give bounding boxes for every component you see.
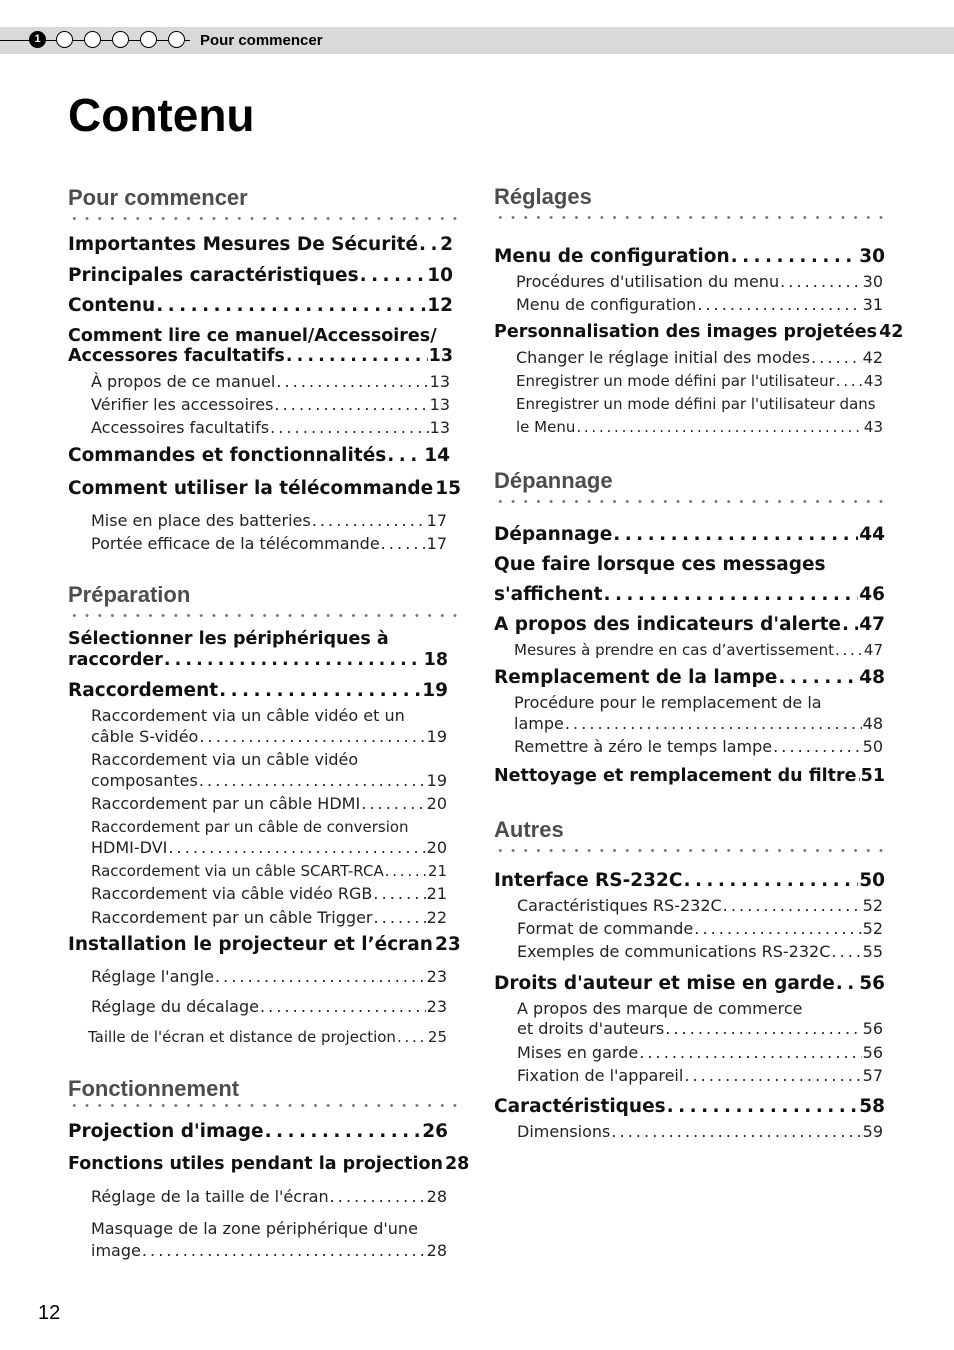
toc-subentry-line: Procédure pour le remplacement de la [514,693,822,712]
toc-subentry[interactable]: et droits d'auteurs . . . 56 [517,1019,883,1038]
section-heading: Fonctionnement [68,1076,240,1101]
chapter-number: 1 [34,33,41,45]
toc-entry[interactable]: Importantes Mesures De Sécurité . . . 2 [68,234,453,255]
section-heading: Préparation [68,582,191,607]
toc-entry[interactable]: Caractéristiques . . . 58 [494,1096,885,1117]
section-heading: Pour commencer [68,185,248,210]
toc-subentry[interactable]: Raccordement via câble vidéo RGB . . . 21 [91,884,447,903]
page-title: Contenu [68,89,255,141]
toc-entry[interactable]: A propos des indicateurs d'alerte . . . 47 [494,614,885,635]
dotted-divider [68,217,463,220]
toc-subentry[interactable]: Mesures à prendre en cas d’avertissement . . . 47 [514,641,883,659]
toc-entry[interactable]: Contenu . . . 12 [68,295,453,316]
toc-subentry[interactable]: le Menu . . . 43 [516,418,883,436]
dotted-divider [494,849,889,852]
toc-subentry[interactable]: Mises en garde . . . 56 [517,1043,883,1062]
toc-entry[interactable]: raccorder . . . 18 [68,650,448,670]
toc-subentry[interactable]: Raccordement via un câble SCART-RCA . . . 21 [91,862,447,880]
toc-subentry[interactable]: Enregistrer un mode défini par l'utilisateur . . . 43 [516,372,883,390]
chapter-indicator [56,31,73,48]
toc-entry[interactable]: Menu de configuration . . . 30 [494,246,885,267]
toc-subentry[interactable]: Portée efficace de la télécommande . . . 17 [91,534,447,553]
chapter-indicator-active [29,31,46,48]
toc-subentry[interactable]: Raccordement par un câble HDMI . . . 20 [91,794,447,813]
toc-subentry-line: A propos des marque de commerce [517,999,803,1018]
toc-subentry[interactable]: Menu de configuration . . . 31 [516,295,883,314]
dotted-divider [494,216,889,219]
toc-entry[interactable]: Fonctions utiles pendant la projection 28 [68,1154,470,1174]
toc-entry[interactable]: Raccordement . . . 19 [68,680,448,701]
toc-entry[interactable]: Accessores facultatifs . . . 13 [68,346,453,366]
toc-entry[interactable]: Comment utiliser la télécommande 15 [68,478,461,499]
header-bar [0,27,954,54]
toc-entry[interactable]: Principales caractéristiques . . . 10 [68,265,453,286]
section-heading: Autres [494,817,564,842]
toc-entry[interactable]: Dépannage . . . 44 [494,524,885,545]
toc-subentry-line: Raccordement via un câble vidéo [91,750,359,769]
toc-subentry[interactable]: Réglage l'angle . . . 23 [91,967,447,986]
chapter-indicator [84,31,101,48]
section-pour-commencer [68,185,463,220]
header-section-label: Pour commencer [200,32,323,49]
toc-subentry-line: Raccordement par un câble de conversion [91,818,409,836]
toc-entry[interactable]: Projection d'image . . . 26 [68,1121,448,1142]
toc-subentry[interactable]: Caractéristiques RS-232C . . . 52 [517,896,883,915]
section-fonctionnement [68,1076,463,1107]
toc-subentry[interactable]: À propos de ce manuel . . . 13 [91,372,450,391]
toc-subentry[interactable]: Procédures d'utilisation du menu . . . 30 [516,272,883,291]
section-reglages [494,184,889,219]
toc-subentry[interactable]: Réglage du décalage . . . 23 [91,997,447,1016]
dotted-divider [494,500,889,503]
dotted-divider [68,614,463,617]
toc-entry[interactable]: s'affichent . . . 46 [494,584,885,605]
toc-entry[interactable]: Remplacement de la lampe . . . 48 [494,667,885,688]
section-preparation [68,582,463,617]
toc-entry-line: Sélectionner les périphériques à [68,629,389,649]
toc-entry-line: Comment lire ce manuel/Accessoires/ [68,326,437,346]
toc-entry[interactable]: Installation le projecteur et l’écran 23 [68,934,461,955]
toc-entry[interactable]: Droits d'auteur et mise en garde . . . 56 [494,973,885,994]
toc-subentry[interactable]: Dimensions . . . 59 [517,1122,883,1141]
toc-subentry[interactable]: composantes . . . 19 [91,771,447,790]
toc-subentry[interactable]: Format de commande . . . 52 [517,919,883,938]
toc-subentry[interactable]: Réglage de la taille de l'écran . . . 28 [91,1187,447,1206]
toc-subentry[interactable]: Accessoires facultatifs . . . 13 [91,418,450,437]
page-number: 12 [38,1302,61,1324]
toc-subentry[interactable]: Changer le réglage initial des modes . . . 42 [516,348,883,367]
toc-subentry[interactable]: Vérifier les accessoires . . . 13 [91,395,450,414]
toc-subentry-line: Masquage de la zone périphérique d'une [91,1219,418,1238]
section-heading: Réglages [494,184,592,209]
toc-subentry[interactable]: Remettre à zéro le temps lampe . . . 50 [514,737,883,756]
toc-subentry[interactable]: câble S-vidéo . . . 19 [91,727,447,746]
chapter-indicator [168,31,185,48]
toc-subentry[interactable]: HDMI-DVI . . . 20 [91,838,447,857]
toc-subentry[interactable]: image . . . 28 [91,1241,447,1260]
dotted-divider [68,1104,463,1107]
toc-subentry[interactable]: Taille de l'écran et distance de projection . . . 25 [88,1028,447,1046]
toc-entry[interactable]: Interface RS-232C . . . 50 [494,870,885,891]
chapter-indicator [140,31,157,48]
toc-subentry-line: Raccordement via un câble vidéo et un [91,706,405,725]
toc-entry[interactable]: Personnalisation des images projetées 42 [494,322,904,342]
section-autres [494,817,889,852]
toc-subentry[interactable]: Raccordement par un câble Trigger . . . 22 [91,908,447,927]
section-depannage [494,468,889,503]
toc-subentry[interactable]: Exemples de communications RS-232C . . . 55 [517,942,883,961]
toc-subentry-line: Enregistrer un mode défini par l'utilisateur dans [516,395,876,413]
chapter-indicator [112,31,129,48]
toc-entry[interactable]: Nettoyage et remplacement du filtre . . . 51 [494,766,885,786]
toc-subentry[interactable]: Fixation de l'appareil . . . 57 [517,1066,883,1085]
toc-subentry[interactable]: lampe . . . 48 [514,714,883,733]
toc-entry[interactable]: Commandes et fonctionnalités . . . 14 [68,445,450,466]
section-heading: Dépannage [494,468,613,493]
toc-entry-line: Que faire lorsque ces messages [494,554,826,575]
toc-subentry[interactable]: Mise en place des batteries . . . 17 [91,511,447,530]
